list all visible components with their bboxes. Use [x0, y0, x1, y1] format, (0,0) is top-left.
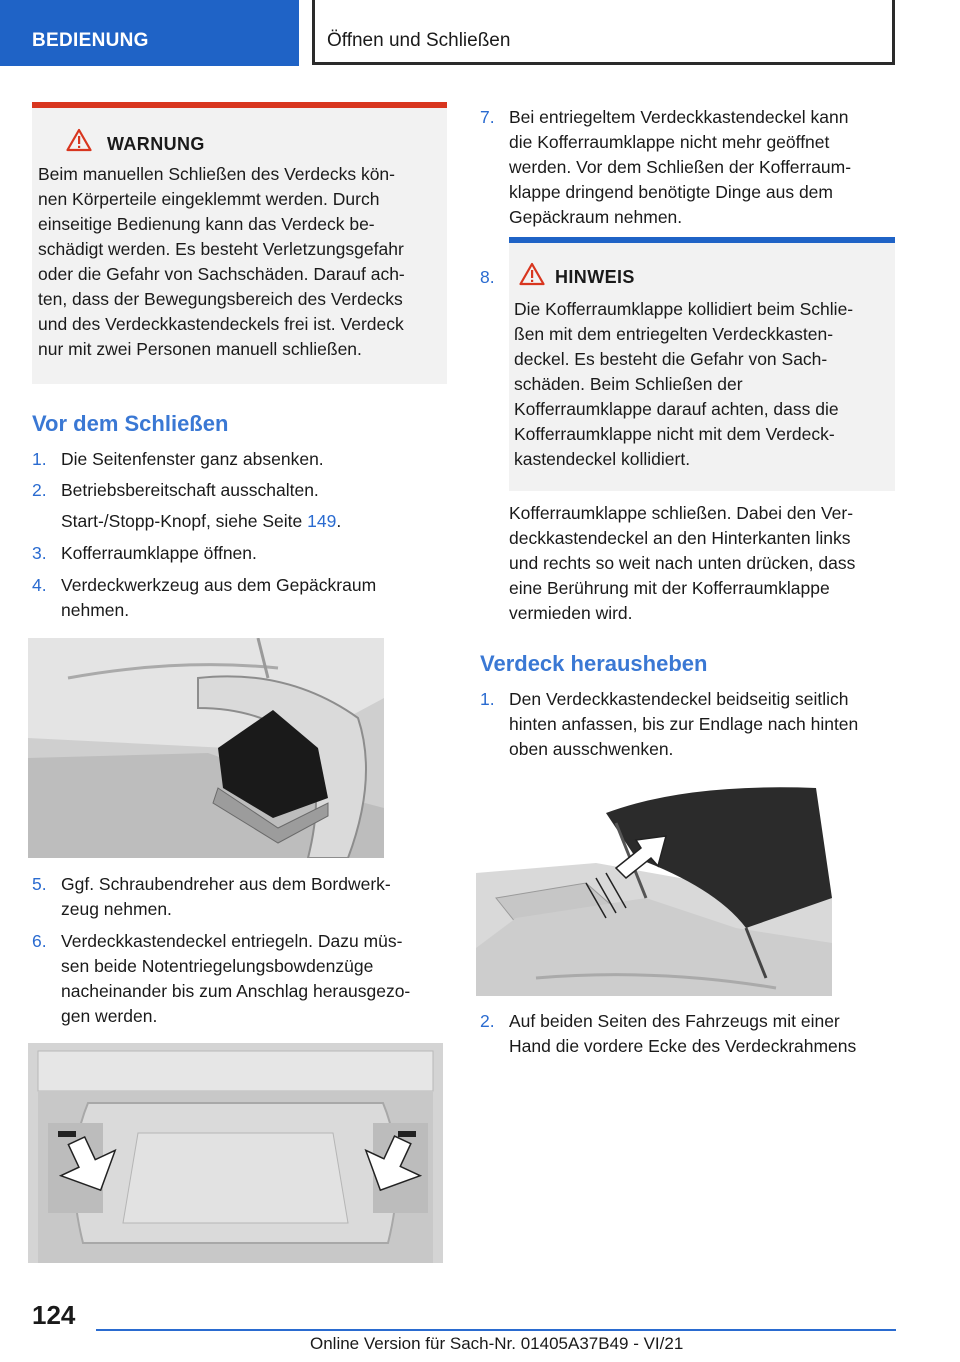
step-text: Den Verdeckkastendeckel beidseitig seitlich hinten anfassen, bis zur Endlage nach hinten oben ausschwenken.	[509, 689, 859, 759]
page-number: 124	[32, 1300, 76, 1330]
step-number: 8.	[480, 267, 495, 287]
step-number: 2.	[32, 480, 47, 500]
warning-bar	[32, 102, 447, 108]
substep-text: Start-/Stopp-Knopf, siehe Seite 149.	[61, 511, 342, 531]
chapter-title: Öffnen und Schließen	[327, 30, 511, 51]
step-number: 1.	[480, 689, 495, 709]
section-tab	[0, 0, 299, 66]
section-label: BEDIENUNG	[32, 30, 149, 51]
paragraph: Kofferraumklappe schließen. Dabei den Ver- deckkastendeckel an den Hinterkanten links und rechts so weit nach unten drücken, dass eine Berührung mit der Kofferraumklappe vermieden wird.	[509, 503, 856, 623]
hinweis-text: Die Kofferraumklappe kollidiert beim Schlie- ßen mit dem entriegelten Verdeckkasten- deckel. Es besteht die Gefahr von Sach- schäden. Beim Schließen der Kofferraumklappe darauf achten, dass die Kofferraumklappe nicht mit dem Verdeck- kastendeckel kollidiert.	[514, 299, 854, 469]
step-text: Auf beiden Seiten des Fahrzeugs mit einer Hand die vordere Ecke des Verdeckrahmens	[509, 1011, 857, 1056]
step-text: Ggf. Schraubendreher aus dem Bordwerk- zeug nehmen.	[61, 874, 391, 919]
page-link[interactable]: 149	[307, 511, 337, 531]
step-number: 1.	[32, 449, 47, 469]
hinweis-bar	[509, 237, 895, 243]
step-text: Kofferraumklappe öffnen.	[61, 543, 257, 563]
section-heading-verdeck-herausheben: Verdeck herausheben	[480, 651, 708, 676]
footer-rule	[96, 1329, 896, 1331]
header-underline	[312, 62, 895, 65]
warning-box	[32, 102, 447, 384]
warning-text: Beim manuellen Schließen des Verdecks kön- nen Körperteile eingeklemmt werden. Durch einseitige Bedienung kann das Verdeck be- schädigt werden. Es besteht Verletzungsgefahr oder die Gefahr von Sachschäden. Darauf ach- ten, dass der Bewegungsbereich des Verdecks und des Verdeckkastendeckels frei ist. Verdeck nur mit zwei Personen manuell schließen.	[38, 164, 405, 359]
step-number: 7.	[480, 107, 495, 127]
step-text: Betriebsbereitschaft ausschalten.	[61, 480, 319, 500]
section-heading-vor-dem-schliessen: Vor dem Schließen	[32, 411, 229, 436]
step-text: Die Seitenfenster ganz absenken.	[61, 449, 324, 469]
step-number: 6.	[32, 931, 47, 951]
header-divider-right	[892, 0, 895, 65]
step-text: Bei entriegeltem Verdeckkastendeckel kann die Kofferraumklappe nicht mehr geöffnet werden. Vor dem Schließen der Kofferraum- klappe dringend benötigte Dinge aus dem Gepäckraum nehmen.	[509, 107, 852, 227]
trunk-release-image	[28, 1043, 443, 1263]
footer-text: Online Version für Sach-Nr. 01405A37B49 - VI/21	[310, 1334, 684, 1353]
step-number: 5.	[32, 874, 47, 894]
step-number: 2.	[480, 1011, 495, 1031]
header-divider	[312, 0, 315, 64]
warning-icon	[519, 262, 545, 286]
step-number: 3.	[32, 543, 47, 563]
step-text: Verdeckwerkzeug aus dem Gepäckraum nehmen.	[61, 575, 377, 620]
trunk-toolkit-image	[28, 638, 384, 858]
warning-title: WARNUNG	[107, 134, 205, 154]
warning-icon	[66, 128, 92, 152]
step-text: Verdeckkastendeckel entriegeln. Dazu müs- sen beide Notentriegelungsbowdenzüge nacheinander bis zum Anschlag herausgezo- gen werden.	[61, 931, 411, 1026]
hinweis-title: HINWEIS	[555, 267, 635, 287]
hinweis-box	[509, 237, 895, 491]
step-number: 4.	[32, 575, 47, 595]
convertible-cover-image	[476, 778, 832, 996]
